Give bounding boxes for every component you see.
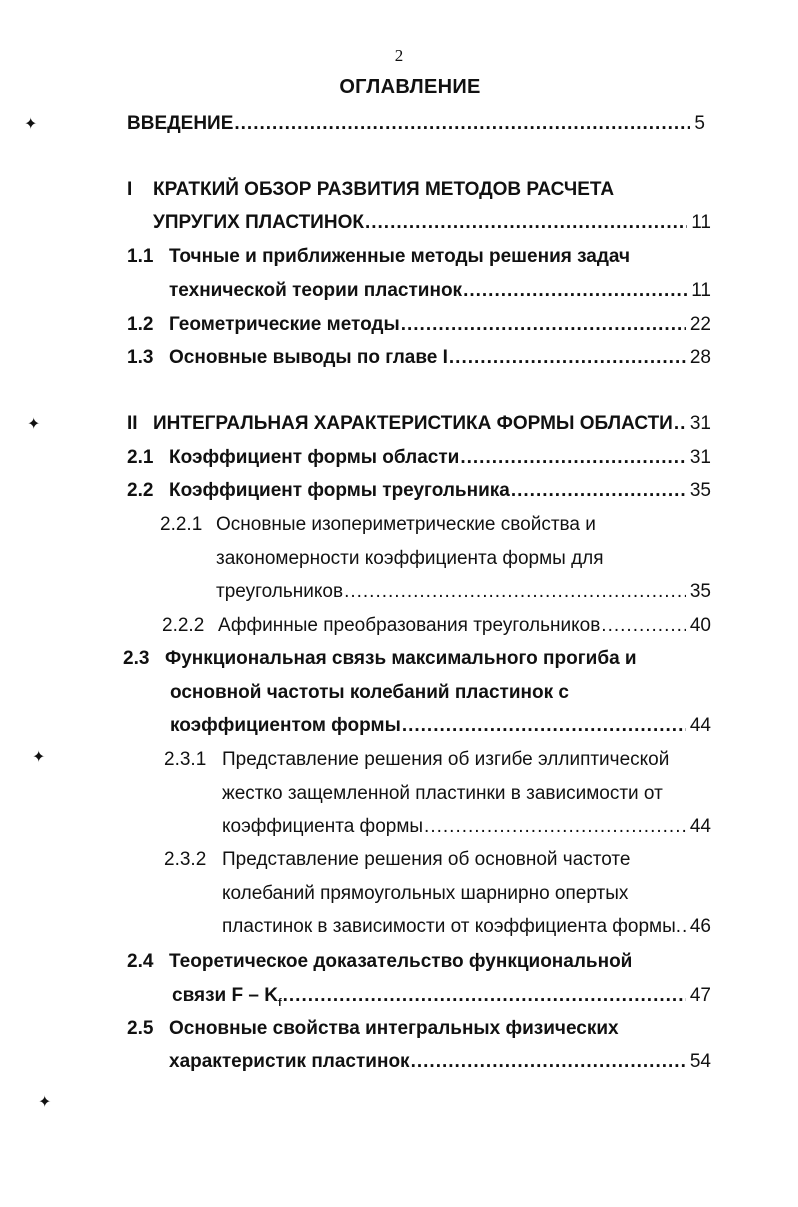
toc-entry-text: Основные изопериметрические свойства и: [216, 514, 596, 535]
margin-mark-icon: ✦: [27, 416, 41, 433]
toc-entry-number: 1.2: [127, 314, 154, 335]
toc-entry-number: 2.3.2: [164, 849, 207, 870]
toc-page-number: 44: [689, 816, 711, 837]
toc-entry-text: Коэффициент формы области: [169, 447, 460, 468]
toc-subsection-2-2-1[interactable]: [160, 511, 596, 539]
toc-page-number: 47: [689, 985, 711, 1006]
toc-section-2-3-continuation[interactable]: [170, 712, 711, 740]
toc-page-number: 35: [689, 581, 711, 602]
toc-leader: [234, 110, 690, 138]
toc-entry-text: Представление решения об изгибе эллиптической: [222, 749, 670, 770]
toc-entry-number: 2.2.1: [160, 514, 203, 535]
toc-subsection-2-3-2-continuation[interactable]: [222, 913, 711, 941]
toc-entry-text: связи F – $K_f$: [172, 985, 282, 1009]
toc-section-1-3[interactable]: [127, 344, 711, 372]
margin-mark-icon: ✦: [38, 1094, 52, 1111]
toc-leader: [460, 444, 686, 472]
margin-mark-icon: ✦: [24, 116, 38, 133]
toc-chapter-1-continuation[interactable]: [153, 209, 711, 237]
toc-entry-text: коэффициента формы: [222, 816, 424, 837]
toc-section-2-5-continuation[interactable]: [169, 1048, 711, 1076]
toc-entry-text: колебаний прямоугольных шарнирно опертых: [222, 883, 629, 904]
toc-section-2-4[interactable]: [127, 948, 632, 976]
toc-entry-number: II: [127, 413, 138, 434]
toc-entry-text: основной частоты колебаний пластинок с: [170, 682, 569, 703]
toc-entry-text: Точные и приближенные методы решения задач: [169, 246, 631, 267]
toc-page-number: 35: [689, 480, 711, 501]
toc-leader: [676, 913, 686, 941]
toc-entry-text: Геометрические методы: [169, 314, 400, 335]
toc-section-2-2[interactable]: [127, 477, 711, 505]
toc-entry-text: Представление решения об основной частоте: [222, 849, 631, 870]
toc-section-1-1[interactable]: [127, 243, 630, 271]
toc-subsection-2-2-1-continuation[interactable]: [216, 545, 604, 573]
toc-subsection-2-3-1-continuation[interactable]: [222, 780, 663, 808]
toc-entry-intro[interactable]: [127, 110, 705, 138]
toc-subsection-2-2-1-continuation[interactable]: [216, 578, 711, 606]
toc-entry-number: 2.2.2: [162, 615, 205, 636]
toc-page-number: 11: [691, 280, 711, 301]
toc-leader: [449, 344, 686, 372]
toc-section-2-5[interactable]: [127, 1015, 619, 1043]
toc-entry-text: КРАТКИЙ ОБЗОР РАЗВИТИЯ МЕТОДОВ РАСЧЕТА: [153, 179, 615, 200]
toc-section-2-4-continuation[interactable]: [172, 982, 711, 1010]
toc-entry-text: ВВЕДЕНИЕ: [127, 113, 234, 134]
toc-section-1-2[interactable]: [127, 311, 711, 339]
toc-entry-number: 1.3: [127, 347, 154, 368]
toc-entry-text: Основные свойства интегральных физических: [169, 1018, 619, 1039]
toc-page-number: 31: [689, 413, 711, 434]
toc-entry-number: 2.5: [127, 1018, 154, 1039]
toc-page-number: 44: [689, 715, 711, 736]
toc-leader: [463, 277, 687, 305]
toc-page-number: 5: [694, 113, 705, 134]
toc-entry-text: Аффинные преобразования треугольников: [218, 615, 601, 636]
toc-subsection-2-3-2-continuation[interactable]: [222, 880, 628, 908]
toc-page-number: 11: [691, 212, 711, 233]
toc-leader: [411, 1048, 686, 1076]
toc-entry-text: технической теории пластинок: [169, 280, 463, 301]
toc-page-number: 31: [689, 447, 711, 468]
toc-entry-number: 1.1: [127, 246, 154, 267]
toc-chapter-2[interactable]: [127, 410, 711, 438]
toc-section-2-3-continuation[interactable]: [170, 679, 569, 707]
toc-leader: [344, 578, 686, 606]
toc-entry-text: ИНТЕГРАЛЬНАЯ ХАРАКТЕРИСТИКА ФОРМЫ ОБЛАСТИ: [153, 413, 673, 434]
toc-leader: [401, 311, 686, 339]
toc-section-2-1[interactable]: [127, 444, 711, 472]
toc-page-number: 22: [689, 314, 711, 335]
toc-leader: [365, 209, 687, 237]
toc-subsection-2-3-1-continuation[interactable]: [222, 813, 711, 841]
toc-leader: [283, 982, 686, 1010]
toc-entry-number: 2.2: [127, 480, 154, 501]
toc-section-2-3[interactable]: [123, 645, 637, 673]
toc-leader: [402, 712, 686, 740]
toc-entry-text: характеристик пластинок: [169, 1051, 410, 1072]
toc-entry-text: треугольников: [216, 581, 344, 602]
toc-entry-text: Коэффициент формы треугольника: [169, 480, 510, 501]
toc-entry-number: I: [127, 179, 133, 200]
toc-entry-text: пластинок в зависимости от коэффициента формы: [222, 916, 676, 937]
toc-subsection-2-3-2[interactable]: [164, 846, 630, 874]
toc-page-number: 28: [689, 347, 711, 368]
toc-entry-text: жестко защемленной пластинки в зависимости от: [222, 783, 663, 804]
toc-subsection-2-3-1[interactable]: [164, 746, 669, 774]
toc-leader: [601, 612, 686, 640]
toc-entry-number: 2.3: [123, 648, 150, 669]
toc-page-number: 40: [689, 615, 711, 636]
toc-page-number: 46: [689, 916, 711, 937]
toc-chapter-1-heading[interactable]: [127, 176, 614, 204]
toc-entry-text: УПРУГИХ ПЛАСТИНОК: [153, 212, 364, 233]
toc-leader: [424, 813, 686, 841]
toc-entry-text: Теоретическое доказательство функциональной: [169, 951, 633, 972]
toc-entry-text: коэффициентом формы: [170, 715, 401, 736]
subscript: f: [277, 996, 282, 1009]
toc-entry-number: 2.4: [127, 951, 154, 972]
toc-leader: [674, 410, 686, 438]
toc-subsection-2-2-2[interactable]: [162, 612, 711, 640]
toc-leader: [511, 477, 686, 505]
toc-page-number: 54: [689, 1051, 711, 1072]
margin-mark-icon: ✦: [32, 749, 46, 766]
toc-section-1-1-continuation[interactable]: [169, 277, 711, 305]
toc-entry-text: закономерности коэффициента формы для: [216, 548, 604, 569]
toc-entry-number: 2.1: [127, 447, 154, 468]
page-number: 2: [394, 46, 404, 65]
toc-entry-number: 2.3.1: [164, 749, 207, 770]
page-title: ОГЛАВЛЕНИЕ: [339, 76, 481, 98]
toc-entry-text: Функциональная связь максимального прогиба и: [165, 648, 637, 669]
toc-entry-text: Основные выводы по главе I: [169, 347, 448, 368]
